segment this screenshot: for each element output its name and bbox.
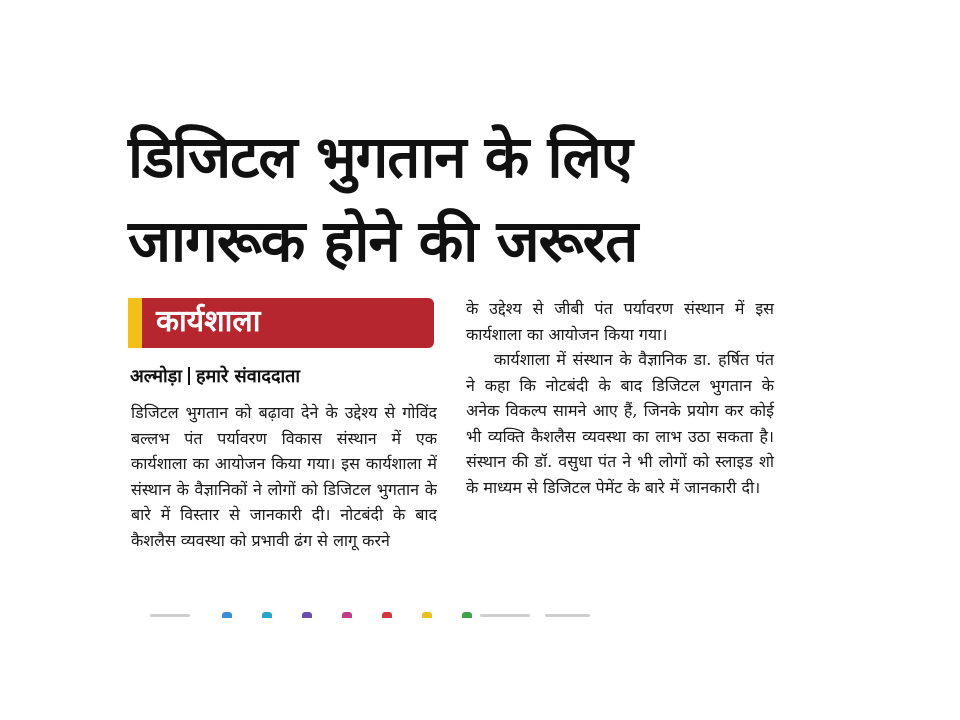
section-tag-accent (128, 298, 142, 348)
cropped-color-dots (150, 612, 590, 618)
article-left-text: डिजिटल भुगतान को बढ़ावा देने के उद्देश्य से गोविंद बल्लभ पंत पर्यावरण विकास संस्थान में एक कार्यशाला का आयोजन किया गया। इस कार्यशाला में संस्थान के वैज्ञानिकों ने लोगों को डिजिटल भुगतान के बारे में विस्तार से जानकारी दी। नोटबंदी के बाद कैशलैस व्यवस्था को प्रभावी ढंग से लागू करने (131, 403, 437, 550)
color-dot (462, 612, 472, 618)
color-dot (342, 612, 352, 618)
article-right-paragraph-1: के उद्देश्य से जीबी पंत पर्यावरण संस्थान में इस कार्यशाला का आयोजन किया गया। (466, 299, 774, 344)
color-dot (302, 612, 312, 618)
byline-place: अल्मोड़ा (130, 366, 182, 387)
color-dot (222, 612, 232, 618)
cropped-dash (150, 614, 190, 617)
color-dot (382, 612, 392, 618)
byline-reporter: हमारे संवाददाता (195, 366, 301, 387)
article-right-paragraph-2: कार्यशाला में संस्थान के वैज्ञानिक डा. हर्षित पंत ने कहा कि नोटबंदी के बाद डिजिटल भुगतान के अनेक विकल्प सामने आए हैं, जिनके प्रयोग कर कोई भी व्यक्ति कैशलैस व्यवस्था का लाभ उठा सकता है। संस्थान की डॉ. वसुधा पंत ने भी लोगों को स्लाइड शो के माध्यम से डिजिटल पेमेंट के बारे में जानकारी दी। (466, 350, 774, 497)
article-left-column (131, 400, 437, 606)
byline (130, 364, 300, 388)
cropped-dash (545, 614, 590, 617)
color-dot (262, 612, 272, 618)
headline-line-2: जागरूक होने की जरूरत (128, 207, 638, 275)
byline-separator (188, 367, 190, 385)
headline-line-1: डिजिटल भुगतान के लिए (128, 123, 632, 191)
color-dot (422, 612, 432, 618)
cropped-dash (480, 614, 530, 617)
section-tag-label: कार्यशाला (156, 304, 261, 339)
article-right-column (466, 296, 774, 500)
